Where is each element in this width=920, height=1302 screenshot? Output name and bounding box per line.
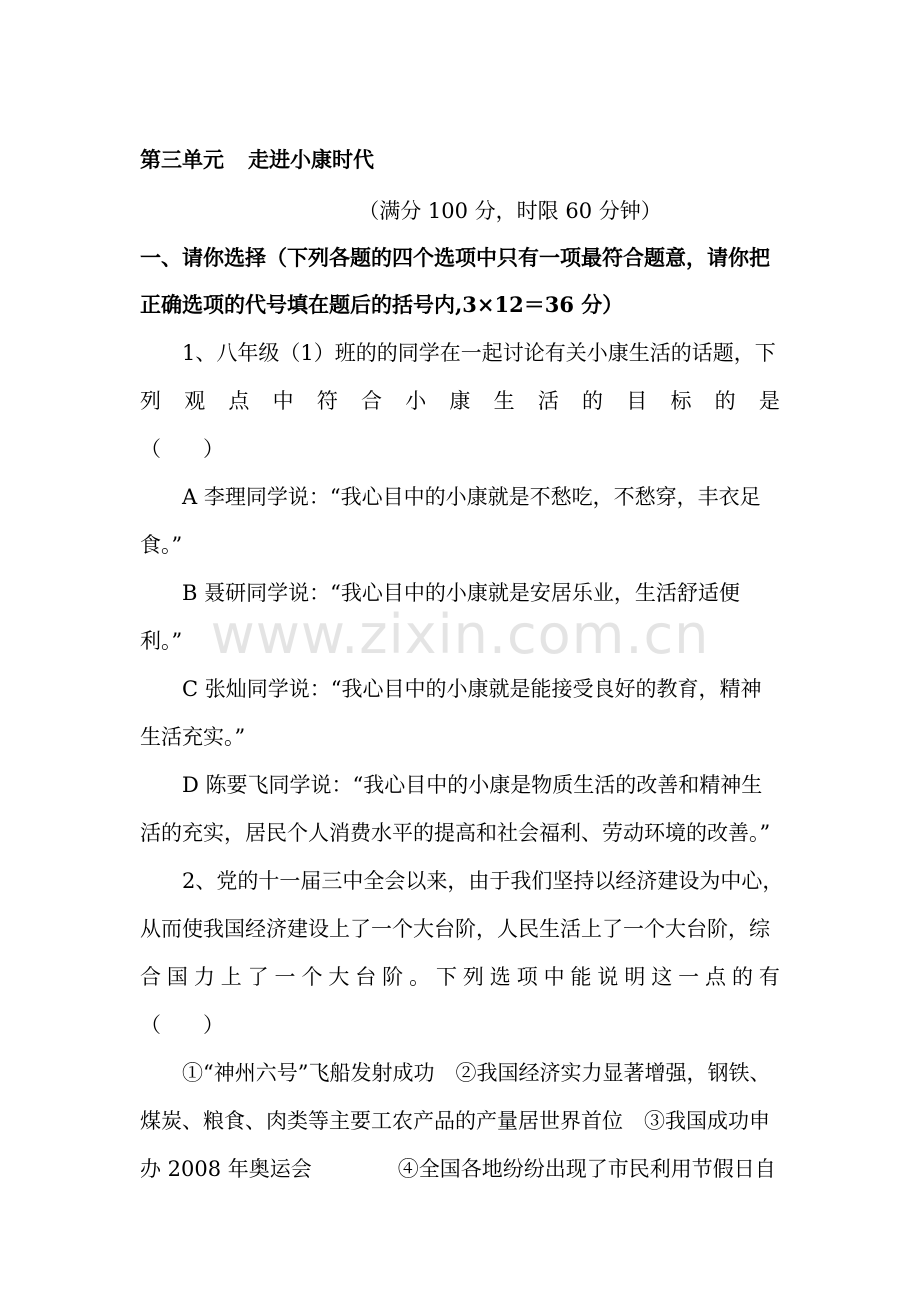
q2-stem-line3-char: 了	[247, 965, 269, 989]
q2-stem-line3-char: 一	[678, 965, 700, 989]
q1-stem-line2-char: 符	[316, 389, 338, 413]
exam-info: （满分 100 分，时限 60 分钟）	[358, 199, 662, 223]
q1-option-c-line1: C 张灿同学说：“我心目中的小康就是能接受良好的教育，精神	[182, 677, 762, 701]
q2-stem-line3-char: 这	[651, 965, 673, 989]
q2-stem-line3-char: 的	[731, 965, 753, 989]
q2-items-line3	[140, 1154, 780, 1184]
q1-stem-line2-char: 的	[582, 389, 604, 413]
q2-items-line1: ①“神州六号”飞船发射成功 ②我国经济实力显著增强，钢铁、	[182, 1061, 771, 1085]
q2-stem-line3-char: 上	[220, 965, 242, 989]
q2-item3-text: 办 2008 年奥运会	[140, 1157, 312, 1181]
q2-stem-line3	[140, 962, 780, 992]
q1-stem-line2-char: 点	[228, 389, 250, 413]
watermark: www.zixin.com.cn	[210, 603, 710, 666]
section-heading-line2: 正确选项的代号填在题后的括号内,3×12＝36 分）	[140, 292, 624, 317]
unit-subtitle: 走进小康时代	[248, 147, 374, 172]
q1-stem-line2-char: 是	[758, 389, 780, 413]
q1-stem-line2-char: 小	[405, 389, 427, 413]
q1-stem-line1: 1、八年级（1）班的的同学在一起讨论有关小康生活的话题，下	[182, 341, 776, 365]
q2-stem-line3-char: 台	[355, 965, 377, 989]
q1-stem-line2-char: 生	[493, 389, 515, 413]
q1-stem-line2-char: 合	[361, 389, 383, 413]
q2-stem-line1: 2、党的十一届三中全会以来，由于我们坚持以经济建设为中心，	[182, 869, 784, 893]
q1-option-b-line1: B 聂研同学说：“我心目中的小康就是安居乐业，生活舒适便	[182, 581, 740, 605]
q2-stem-line3-char: 项	[516, 965, 538, 989]
unit-heading	[140, 145, 780, 175]
q2-item4-text: ④全国各地纷纷出现了市民利用节假日自	[397, 1157, 776, 1181]
q2-stem-line3-char: 大	[328, 965, 350, 989]
q2-stem-line3-char: 选	[489, 965, 511, 989]
q1-option-b-line2: 利。”	[140, 629, 183, 653]
q2-stem-line3-char: 一	[274, 965, 296, 989]
q2-stem-line3-char: 阶	[382, 965, 404, 989]
q1-answer-paren: （ ）	[140, 437, 224, 461]
q1-option-a-line1: A 李理同学说：“我心目中的小康就是不愁吃，不愁穿，丰衣足	[182, 485, 761, 509]
q1-stem-line2-char: 中	[272, 389, 294, 413]
q2-stem-line3-char: 。	[409, 965, 431, 989]
q1-option-d-line2: 活的充实，居民个人消费水平的提高和社会福利、劳动环境的改善。”	[140, 821, 771, 845]
q2-stem-line3-char: 能	[570, 965, 592, 989]
q2-stem-line3-char: 合	[140, 965, 161, 989]
section-heading-line1: 一、请你选择（下列各题的四个选项中只有一项最符合题意，请你把	[140, 245, 770, 270]
q2-items-line2: 煤炭、粮食、肉类等主要工农产品的产量居世界首位 ③我国成功申	[140, 1109, 770, 1133]
q1-option-a-line2: 食。”	[140, 533, 183, 557]
q2-stem-line3-char: 国	[166, 965, 188, 989]
q2-stem-line3-char: 力	[193, 965, 215, 989]
q2-stem-line3-char: 明	[624, 965, 646, 989]
q1-stem-line2-char: 的	[714, 389, 736, 413]
q1-option-c-line2: 生活充实。”	[140, 725, 246, 749]
q1-option-d-line1: D 陈要飞同学说：“我心目中的小康是物质生活的改善和精神生	[182, 773, 763, 797]
q1-stem-line2	[140, 386, 780, 416]
q1-stem-line2-char: 观	[184, 389, 206, 413]
q2-stem-line3-char: 下	[435, 965, 457, 989]
unit-title: 第三单元	[140, 147, 224, 172]
q2-stem-line3-char: 有	[758, 965, 780, 989]
q2-stem-line3-char: 列	[462, 965, 484, 989]
q1-stem-line2-char: 康	[449, 389, 471, 413]
q1-stem-line2-char: 标	[670, 389, 692, 413]
q2-answer-paren: （ ）	[140, 1013, 224, 1037]
q1-stem-line2-char: 目	[626, 389, 648, 413]
q1-stem-line2-char: 活	[537, 389, 559, 413]
q1-stem-line2-char: 列	[140, 389, 161, 413]
q2-stem-line3-char: 说	[597, 965, 619, 989]
q2-stem-line3-char: 中	[543, 965, 565, 989]
q2-stem-line3-char: 个	[301, 965, 323, 989]
q2-stem-line3-char: 点	[705, 965, 727, 989]
q2-stem-line2: 从而使我国经济建设上了一个大台阶，人民生活上了一个大台阶，综	[140, 917, 770, 941]
